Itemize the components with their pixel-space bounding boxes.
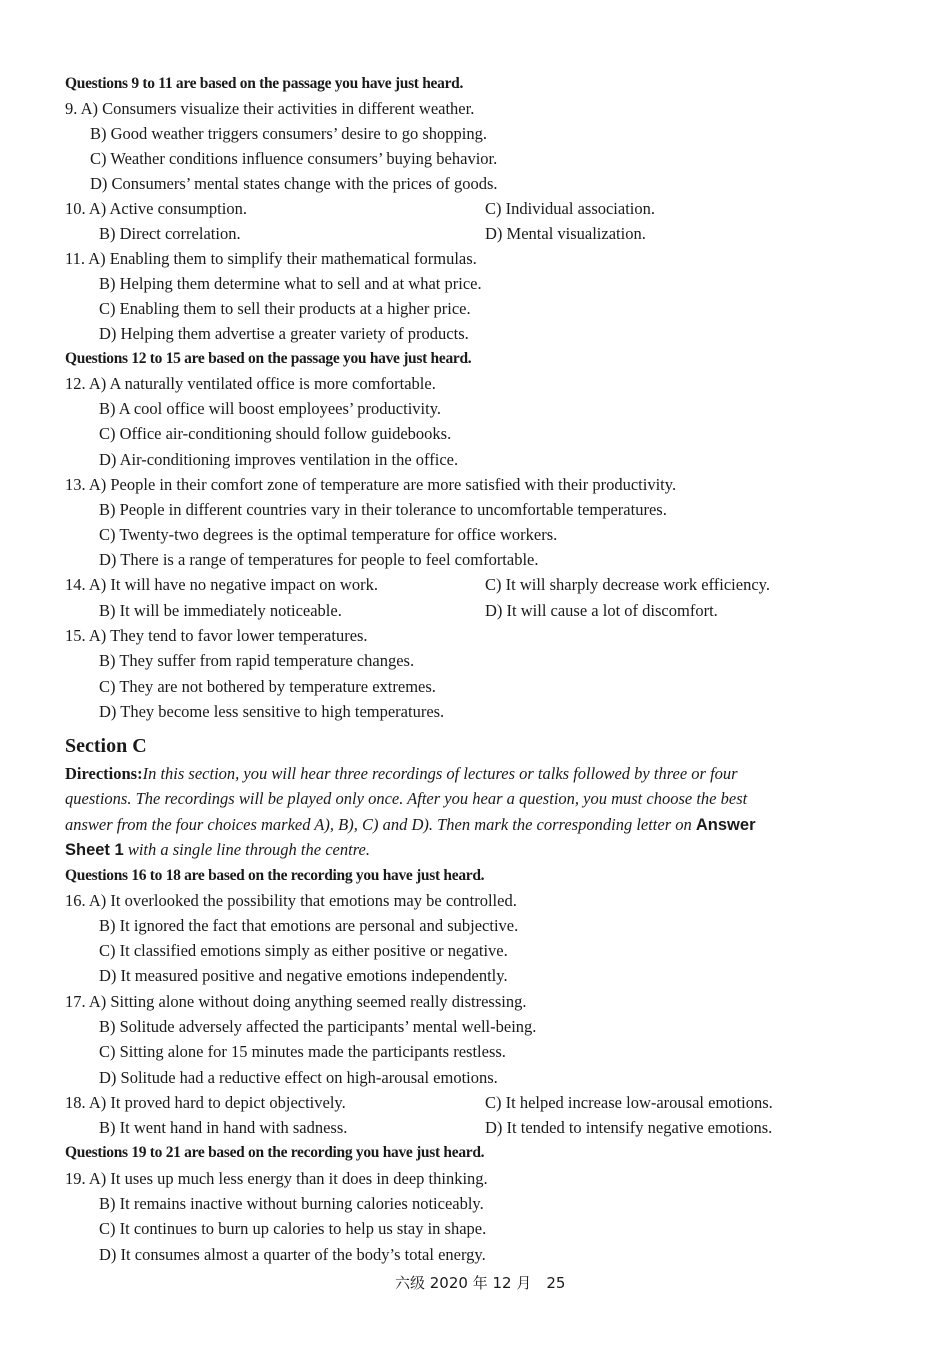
question-group-header: Questions 12 to 15 are based on the passage you have just heard. [65, 350, 472, 367]
answer-option: C) Office air-conditioning should follow guidebooks. [99, 424, 452, 443]
answer-option: B) Direct correlation. [99, 224, 241, 243]
answer-option: B) It remains inactive without burning calories noticeably. [99, 1194, 484, 1213]
answer-option: C) Twenty-two degrees is the optimal temperature for office workers. [99, 525, 558, 544]
answer-option: C) It will sharply decrease work efficiency. [485, 575, 770, 594]
answer-option: 11. A) Enabling them to simplify their mathematical formulas. [65, 249, 477, 268]
directions-label: Directions: [65, 764, 143, 783]
answer-option: D) It consumes almost a quarter of the body’s total energy. [99, 1245, 486, 1264]
answer-option: C) It continues to burn up calories to help us stay in shape. [99, 1219, 487, 1238]
answer-option: B) It ignored the fact that emotions are personal and subjective. [99, 916, 519, 935]
answer-option: 14. A) It will have no negative impact on work. [65, 575, 378, 594]
answer-option: B) People in different countries vary in their tolerance to uncomfortable temperatures. [99, 500, 667, 519]
question-group-header: Questions 9 to 11 are based on the passage you have just heard. [65, 75, 464, 92]
answer-option: 12. A) A naturally ventilated office is more comfortable. [65, 374, 436, 393]
answer-option: 19. A) It uses up much less energy than it does in deep thinking. [65, 1169, 488, 1188]
question-group-header: Questions 19 to 21 are based on the recording you have just heard. [65, 1144, 485, 1161]
answer-option: B) They suffer from rapid temperature changes. [99, 651, 415, 670]
answer-option: C) It classified emotions simply as either positive or negative. [99, 941, 508, 960]
answer-option: D) Solitude had a reductive effect on high-arousal emotions. [99, 1068, 498, 1087]
answer-option: D) It tended to intensify negative emotions. [485, 1118, 773, 1137]
answer-option: B) It went hand in hand with sadness. [99, 1118, 348, 1137]
answer-option: C) It helped increase low-arousal emotions. [485, 1093, 773, 1112]
answer-option: B) Good weather triggers consumers’ desire to go shopping. [90, 124, 487, 143]
answer-option: D) Consumers’ mental states change with the prices of goods. [90, 174, 498, 193]
answer-option: 17. A) Sitting alone without doing anything seemed really distressing. [65, 992, 527, 1011]
answer-option: 10. A) Active consumption. [65, 199, 247, 218]
answer-option: C) Weather conditions influence consumers’ buying behavior. [90, 149, 498, 168]
answer-option: B) A cool office will boost employees’ productivity. [99, 399, 442, 418]
directions-line-4: Sheet 1 with a single line through the centre. [65, 840, 370, 859]
question-group-header: Questions 16 to 18 are based on the recording you have just heard. [65, 867, 485, 884]
answer-option: C) Enabling them to sell their products at a higher price. [99, 299, 471, 318]
answer-option: D) Helping them advertise a greater variety of products. [99, 324, 469, 343]
directions-line-2: questions. The recordings will be played only once. After you hear a question, you must choose the best [65, 789, 748, 808]
answer-option: 16. A) It overlooked the possibility that emotions may be controlled. [65, 891, 517, 910]
directions-line-1: Directions:In this section, you will hear three recordings of lectures or talks followed by three or four [65, 764, 738, 783]
answer-option: B) Solitude adversely affected the participants’ mental well-being. [99, 1017, 537, 1036]
answer-option: D) It measured positive and negative emotions independently. [99, 966, 508, 985]
answer-option: B) Helping them determine what to sell and at what price. [99, 274, 482, 293]
answer-option: D) There is a range of temperatures for people to feel comfortable. [99, 550, 539, 569]
answer-option: 18. A) It proved hard to depict objectively. [65, 1093, 346, 1112]
directions-line-3: answer from the four choices marked A), B), C) and D). Then mark the corresponding letter on Answer [65, 815, 756, 834]
answer-option: D) They become less sensitive to high temperatures. [99, 702, 445, 721]
answer-option: 9. A) Consumers visualize their activities in different weather. [65, 99, 475, 118]
answer-option: 15. A) They tend to favor lower temperatures. [65, 626, 368, 645]
answer-option: C) They are not bothered by temperature extremes. [99, 677, 436, 696]
answer-option: D) Air-conditioning improves ventilation in the office. [99, 450, 459, 469]
answer-option: C) Sitting alone for 15 minutes made the participants restless. [99, 1042, 506, 1061]
page-footer: 六级 2020 年 12 月 25 [395, 1274, 566, 1292]
answer-option: D) It will cause a lot of discomfort. [485, 601, 718, 620]
section-title: Section C [65, 735, 147, 757]
answer-option: D) Mental visualization. [485, 224, 646, 243]
answer-option: B) It will be immediately noticeable. [99, 601, 342, 620]
answer-option: C) Individual association. [485, 199, 656, 218]
answer-option: 13. A) People in their comfort zone of temperature are more satisfied with their productivity. [65, 475, 677, 494]
